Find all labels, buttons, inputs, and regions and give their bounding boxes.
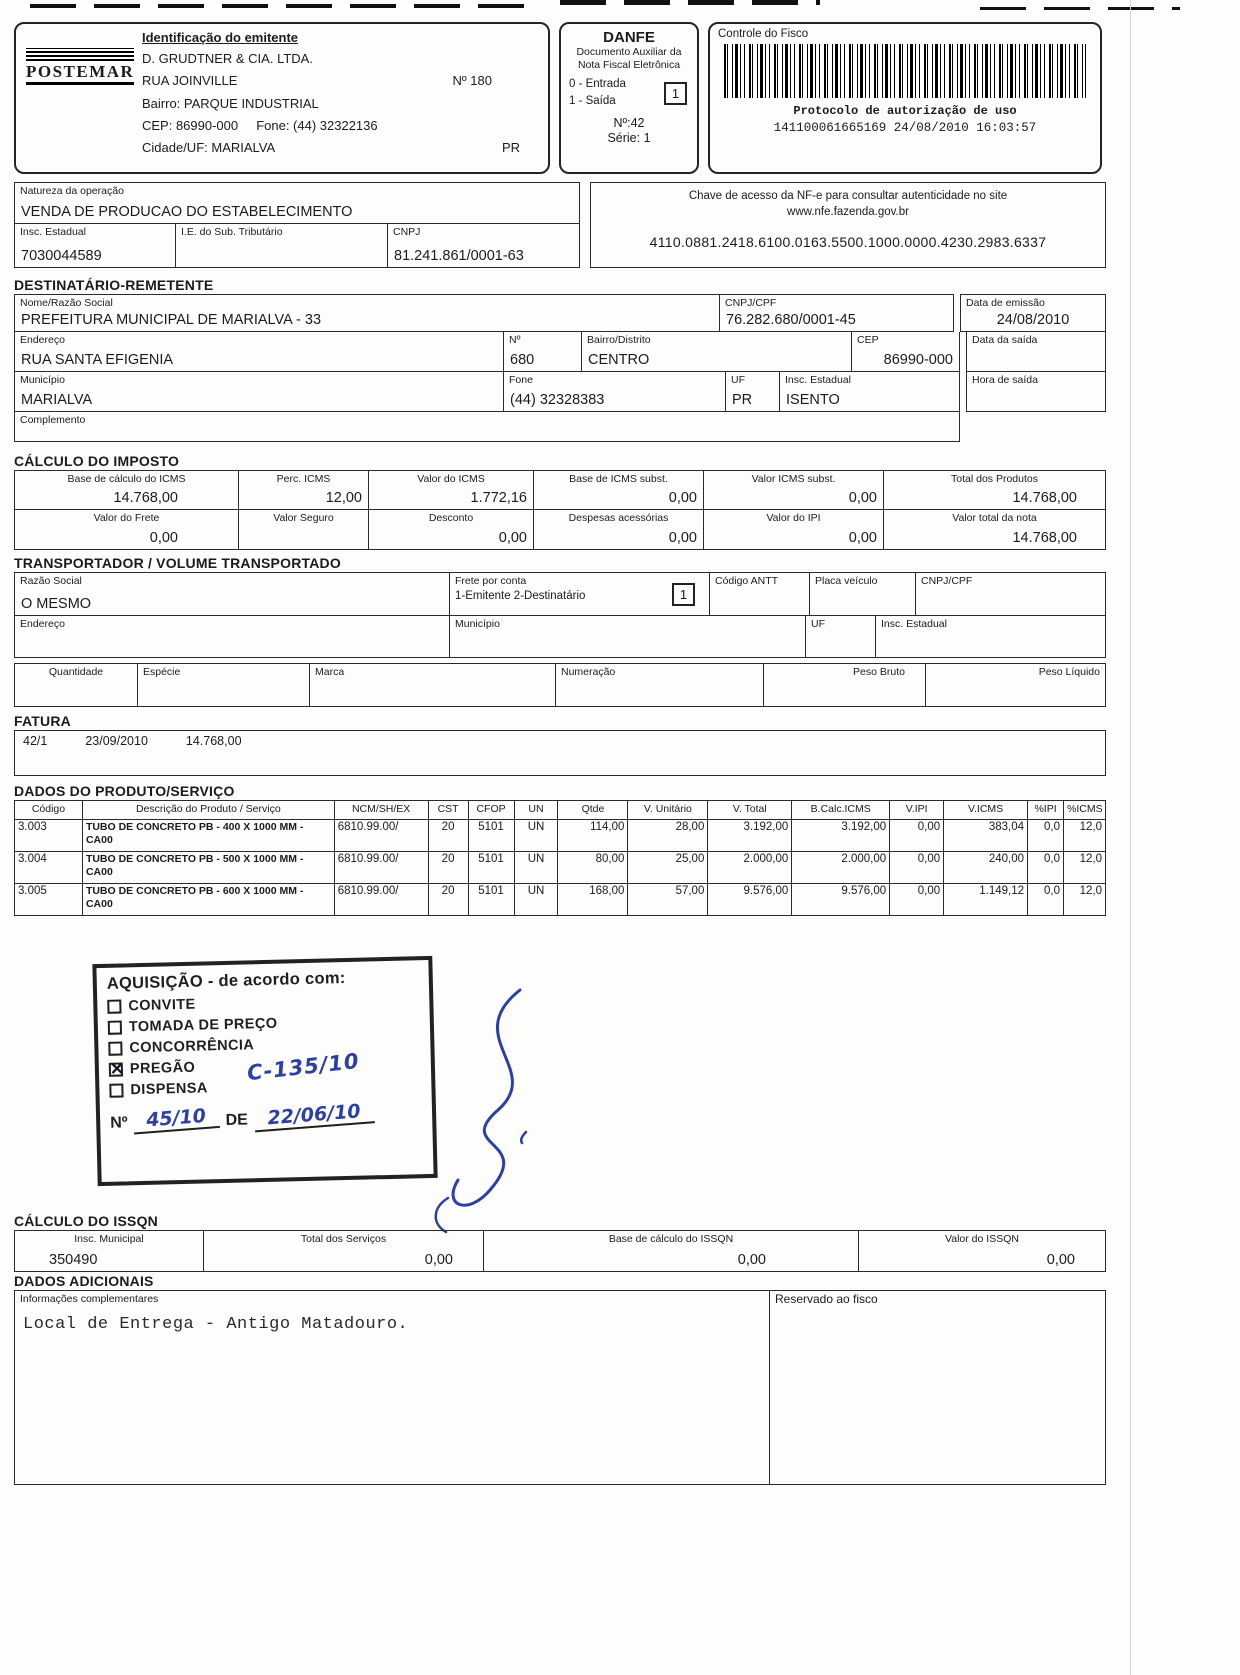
species-field: Espécie xyxy=(138,663,310,707)
discount-field: Desconto 0,00 xyxy=(369,510,534,550)
fatura-due-date: 23/09/2010 xyxy=(85,734,148,748)
products-total-field: Total dos Produtos 14.768,00 xyxy=(884,470,1106,510)
products-table xyxy=(14,800,1106,916)
emission-date-field: Data de emissão 24/08/2010 xyxy=(960,294,1106,332)
products-table-header: Código Descrição do Produto / Serviço NCM/SH/EX CST CFOP UN Qtde V. Unitário V. Total B.Calc.ICMS V.IPI V.ICMS %IPI %ICMS xyxy=(15,801,1106,820)
carrier-city-field: Município xyxy=(450,616,806,658)
recipient-district-field: Bairro/Distrito CENTRO xyxy=(582,332,852,372)
emitter-cep: CEP: 86990-000 xyxy=(142,117,239,133)
logo-text: POSTEMAR xyxy=(26,62,134,85)
emitter-uf: PR xyxy=(501,140,520,155)
emitter-box xyxy=(14,22,550,174)
products-section-title: DADOS DO PRODUTO/SERVIÇO xyxy=(14,783,235,799)
icms-value-field: Valor do ICMS 1.772,16 xyxy=(369,470,534,510)
insurance-value-field: Valor Seguro xyxy=(239,510,369,550)
product-row: 3.005 TUBO DE CONCRETO PB - 600 X 1000 MM - CA00 6810.99.00/ 20 5101 UN 168,00 57,00 9.576,00 9.576,00 0,00 1.149,12 0,0 12,0 xyxy=(15,884,1106,916)
danfe-serie: Série: 1 xyxy=(607,130,651,145)
paper-edge xyxy=(1130,0,1131,1675)
icms-perc-field: Perc. ICMS 12,00 xyxy=(239,470,369,510)
complement-field: Complemento xyxy=(14,412,960,442)
recipient-cnpj-field: CNPJ/CPF 76.282.680/0001-45 xyxy=(720,294,954,332)
carrier-name-field: Razão Social O MESMO xyxy=(14,572,450,616)
scan-artifact xyxy=(30,4,530,8)
tax-section xyxy=(14,452,1106,550)
checkbox-pregao-checked xyxy=(109,1062,123,1076)
operation-nature-value: VENDA DE PRODUCAO DO ESTABELECIMENTO xyxy=(21,204,353,221)
carrier-address-field: Endereço xyxy=(14,616,450,658)
carrier-state-reg-field: Insc. Estadual xyxy=(876,616,1106,658)
emitter-city: Cidade/UF: MARIALVA xyxy=(142,140,276,155)
handwritten-stamp-number: 45/10 xyxy=(133,1104,221,1135)
freight-value-field: Valor do Frete 0,00 xyxy=(14,510,239,550)
emitter-district: Bairro: PARQUE INDUSTRIAL xyxy=(142,95,319,111)
gross-weight-field: Peso Bruto xyxy=(764,663,926,707)
additional-data-section xyxy=(14,1272,1106,1485)
handwritten-signature xyxy=(402,982,572,1242)
carrier-cnpj-field: CNPJ/CPF xyxy=(916,572,1106,616)
services-total-field: Total dos Serviços 0,00 xyxy=(204,1230,484,1272)
stamp-title: AQUISIÇÃO - de acordo com: xyxy=(106,969,346,993)
operation-nature-field: Natureza da operação VENDA DE PRODUCAO DO ESTABELECIMENTO xyxy=(14,182,580,224)
procurement-stamp xyxy=(92,956,437,1186)
postemar-logo xyxy=(26,48,134,85)
stamp-option-concorrencia: CONCORRÊNCIA xyxy=(108,1033,420,1057)
sub-tax-registration-field: I.E. do Sub. Tributário xyxy=(176,224,388,268)
protocol-value: 141100061665169 24/08/2010 16:03:57 xyxy=(773,121,1037,135)
fatura-section-title: FATURA xyxy=(14,713,71,729)
recipient-address-field: Endereço RUA SANTA EFIGENIA xyxy=(14,332,504,372)
emitter-section-label: Identificação do emitente xyxy=(142,30,299,45)
logo-lines-icon xyxy=(26,48,134,61)
checkbox-dispensa xyxy=(109,1083,123,1097)
issqn-section-title: CÁLCULO DO ISSQN xyxy=(14,1213,158,1229)
issqn-section xyxy=(14,1212,1106,1272)
recipient-city-field: Município MARIALVA xyxy=(14,372,504,412)
danfe-entrada: 0 - Entrada xyxy=(569,78,626,91)
danfe-io xyxy=(569,76,689,111)
additional-data-title: DADOS ADICIONAIS xyxy=(14,1273,154,1289)
handwritten-process-code: C-135/10 xyxy=(245,1048,361,1086)
danfe-subtitle: Documento Auxiliar da Nota Fiscal Eletrônica xyxy=(576,46,682,71)
header xyxy=(14,22,1106,174)
emitter-street-number: Nº 180 xyxy=(452,73,492,89)
products-section xyxy=(14,782,1106,916)
emitter-name: D. GRUDTNER & CIA. LTDA. xyxy=(142,51,313,66)
recipient-number-field: Nº 680 xyxy=(504,332,582,372)
issqn-value-field: Valor do ISSQN 0,00 xyxy=(859,1230,1106,1272)
recipient-phone-field: Fone (44) 32328383 xyxy=(504,372,726,412)
net-weight-field: Peso Líquido xyxy=(926,663,1106,707)
stamp-number-line: Nº 45/10 DE 22/06/10 xyxy=(110,1101,422,1133)
icms-base-field: Base de cálculo do ICMS 14.768,00 xyxy=(14,470,239,510)
municipal-registration-field: Insc. Municipal 350490 xyxy=(14,1230,204,1272)
danfe-title: DANFE xyxy=(603,29,655,46)
barcode xyxy=(724,44,1086,98)
access-key-caption: Chave de acesso da NF-e para consultar autenticidade no site www.nfe.fazenda.gov.br xyxy=(688,190,1008,218)
scan-artifact xyxy=(560,0,820,5)
quantity-field: Quantidade xyxy=(14,663,138,707)
product-row: 3.003 TUBO DE CONCRETO PB - 400 X 1000 MM - CA00 6810.99.00/ 20 5101 UN 114,00 28,00 3.192,00 3.192,00 0,00 383,04 0,0 12,0 xyxy=(15,820,1106,852)
departure-time-field: Hora de saída xyxy=(966,372,1106,412)
recipient-cep-field: CEP 86990-000 xyxy=(852,332,960,372)
icms-subst-value-field: Valor ICMS subst. 0,00 xyxy=(704,470,884,510)
tax-section-title: CÁLCULO DO IMPOSTO xyxy=(14,453,180,469)
checkbox-concorrencia xyxy=(108,1041,122,1055)
emitter-phone: Fone: (44) 32322136 xyxy=(256,117,378,133)
fatura-box xyxy=(14,730,1106,776)
danfe-tipo-box: 1 xyxy=(664,82,687,105)
fatura-amount: 14.768,00 xyxy=(185,734,242,748)
state-registration-field: Insc. Estadual 7030044589 xyxy=(14,224,176,268)
carrier-section xyxy=(14,554,1106,707)
emitter-cnpj-field: CNPJ 81.241.861/0001-63 xyxy=(388,224,580,268)
emitter-street: RUA JOINVILLE xyxy=(142,73,238,89)
recipient-section xyxy=(14,276,1106,442)
numbering-field: Numeração xyxy=(556,663,764,707)
invoice-total-field: Valor total da nota 14.768,00 xyxy=(884,510,1106,550)
carrier-uf-field: UF xyxy=(806,616,876,658)
complementary-info-box: Informações complementares Local de Entrega - Antigo Matadouro. xyxy=(14,1290,770,1485)
recipient-uf-field: UF PR xyxy=(726,372,780,412)
carrier-section-title: TRANSPORTADOR / VOLUME TRANSPORTADO xyxy=(14,555,341,571)
fatura-number: 42/1 xyxy=(23,734,48,748)
fisco-label: Controle do Fisco xyxy=(718,28,809,40)
antt-code-field: Código ANTT xyxy=(710,572,810,616)
access-key-value: 4110.0881.2418.6100.0163.5500.1000.0000.4230.2983.6337 xyxy=(649,234,1047,251)
accessory-expenses-field: Despesas acessórias 0,00 xyxy=(534,510,704,550)
departure-date-field: Data da saída xyxy=(966,332,1106,372)
fisco-reserved-box: Reservado ao fisco xyxy=(770,1290,1106,1485)
scan-artifact xyxy=(980,7,1180,10)
protocol-label: Protocolo de autorização de uso xyxy=(793,104,1017,118)
danfe-number: Nº:42 xyxy=(613,115,645,130)
freight-type-value-box: 1 xyxy=(672,583,695,606)
emitter-info xyxy=(142,51,538,156)
operation-row xyxy=(14,182,1106,268)
stamp-option-pregao: ✕ PREGÃO xyxy=(109,1054,421,1078)
recipient-state-reg-field: Insc. Estadual ISENTO xyxy=(780,372,960,412)
delivery-location-note: Local de Entrega - Antigo Matadouro. xyxy=(23,1315,409,1335)
checkbox-convite xyxy=(107,999,121,1013)
access-key-box xyxy=(590,182,1106,268)
brand-field: Marca xyxy=(310,663,556,707)
danfe-box xyxy=(559,22,699,174)
stamp-option-tomada: TOMADA DE PREÇO xyxy=(108,1012,420,1036)
icms-subst-base-field: Base de ICMS subst. 0,00 xyxy=(534,470,704,510)
checkbox-tomada-de-preco xyxy=(108,1020,122,1034)
stamp-option-convite: CONVITE xyxy=(107,991,419,1015)
recipient-name-field: Nome/Razão Social PREFEITURA MUNICIPAL DE MARIALVA - 33 xyxy=(14,294,720,332)
vehicle-plate-field: Placa veículo xyxy=(810,572,916,616)
fisco-control-box xyxy=(708,22,1102,174)
handwritten-stamp-date: 22/06/10 xyxy=(253,1099,374,1132)
danfe-saida: 1 - Saída xyxy=(569,95,616,108)
product-row: 3.004 TUBO DE CONCRETO PB - 500 X 1000 MM - CA00 6810.99.00/ 20 5101 UN 80,00 25,00 2.000,00 2.000,00 0,00 240,00 0,0 12,0 xyxy=(15,852,1106,884)
recipient-section-title: DESTINATÁRIO-REMETENTE xyxy=(14,277,214,293)
freight-type-field: Frete por conta 1-Emitente 2-Destinatário 1 xyxy=(450,572,710,616)
issqn-base-field: Base de cálculo do ISSQN 0,00 xyxy=(484,1230,859,1272)
invoice-installments-section xyxy=(14,712,1106,776)
ipi-value-field: Valor do IPI 0,00 xyxy=(704,510,884,550)
stamp-option-dispensa: DISPENSA xyxy=(109,1075,421,1099)
